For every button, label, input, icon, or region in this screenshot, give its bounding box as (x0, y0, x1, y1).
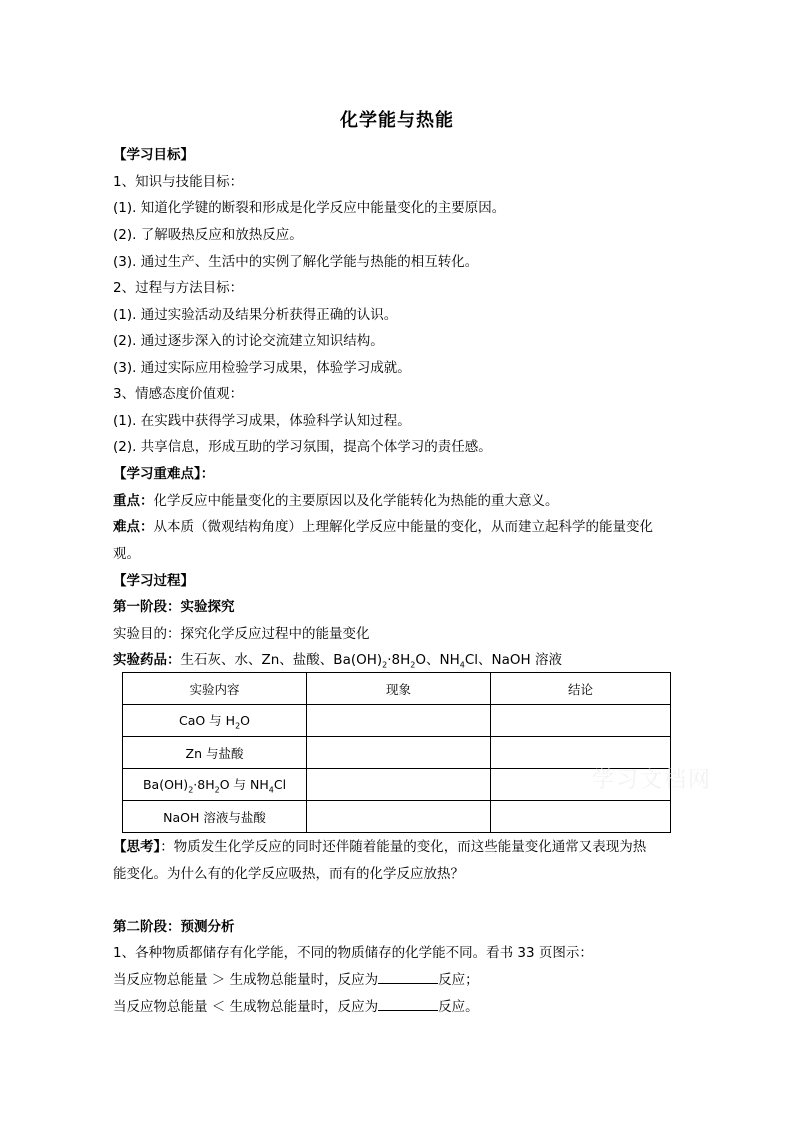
key-point (113, 492, 559, 510)
process-item: (2). 通过逐步深入的讨论交流建立知识结构。 (113, 333, 384, 349)
hard-text: 从本质（微观结构角度）上理解化学反应中能量的变化，从而建立起科学的能量变化 (153, 519, 653, 535)
table-row (123, 769, 671, 801)
table-row (123, 801, 671, 833)
emotion-item: (2). 共享信息，形成互助的学习氛围，提高个体学习的责任感。 (113, 439, 492, 455)
emotion-title: 3、情感态度价值观： (113, 386, 244, 402)
table-cell: $Ba(OH)_2\cdot 8H_2O$ 与 $NH_4Cl$ (123, 769, 307, 801)
stage2-line (113, 971, 479, 989)
stage2-text: 反应。 (438, 999, 479, 1015)
subscript: 2 (410, 660, 416, 670)
knowledge-title: 1、知识与技能目标： (113, 174, 244, 190)
table-header: 现象 (307, 673, 491, 705)
table-cell (491, 801, 671, 833)
think-text: ：物质发生化学反应的同时还伴随着能量的变化，而这些能量变化通常又表现为热 (160, 839, 647, 855)
process-header: 【学习过程】 (113, 573, 194, 589)
stage1-title: 第一阶段：实验探究 (113, 599, 235, 615)
table-row (123, 705, 671, 737)
reagents-text: 生石灰、水、Zn、盐酸、Ba(OH) (180, 652, 383, 668)
reagents-text: ·8H (387, 652, 411, 668)
reagents-label: 实验药品： (113, 652, 181, 668)
think-paragraph (113, 838, 646, 856)
emotion-item: (1). 在实践中获得学习成果，体验科学认知过程。 (113, 413, 411, 429)
knowledge-item: (2). 了解吸热反应和放热反应。 (113, 227, 303, 243)
hard-label: 难点： (113, 519, 154, 535)
table-cell: NaOH 溶液与盐酸 (123, 801, 307, 833)
stage2-text: 当反应物总能量 ＜ 生成物总能量时，反应为 (113, 999, 379, 1015)
stage2-line: 1、各种物质都储存有化学能，不同的物质储存的化学能不同。看书 33 页图示： (113, 945, 593, 961)
stage2-text: 当反应物总能量 ＞ 生成物总能量时，反应为 (113, 972, 379, 988)
experiment-table (122, 672, 671, 833)
answer-blank[interactable] (378, 971, 438, 984)
think-text-cont: 能变化。为什么有的化学反应吸热，而有的化学反应放热？ (113, 866, 464, 882)
table-cell (307, 769, 491, 801)
table-header: 结论 (491, 673, 671, 705)
table-cell: Zn 与盐酸 (123, 737, 307, 769)
process-title: 2、过程与方法目标： (113, 280, 244, 296)
table-cell (307, 705, 491, 737)
reagents-text: O、NH (415, 652, 460, 668)
experiment-purpose: 实验目的：探究化学反应过程中的能量变化 (113, 626, 370, 642)
process-item: (1). 通过实验活动及结果分析获得正确的认识。 (113, 307, 398, 323)
subscript: 2 (382, 660, 388, 670)
page-title: 化学能与热能 (340, 110, 454, 131)
stage2-text: 反应； (438, 972, 479, 988)
table-header-row (123, 673, 671, 705)
stage2-title: 第二阶段：预测分析 (113, 919, 235, 935)
hard-text-cont: 观。 (113, 546, 140, 562)
difficulty-header: 【学习重难点】： (113, 466, 215, 482)
think-label: 【思考】 (113, 839, 161, 855)
watermark: 学习文档网 (592, 768, 713, 793)
answer-blank[interactable] (378, 998, 438, 1011)
process-item: (3). 通过实际应用检验学习成果，体验学习成就。 (113, 360, 411, 376)
table-header: 实验内容 (123, 673, 307, 705)
key-text: 化学反应中能量变化的主要原因以及化学能转化为热能的重大意义。 (153, 493, 559, 509)
subscript: 4 (459, 660, 465, 670)
table-cell (491, 705, 671, 737)
table-cell: CaO 与 $H_2O$ (123, 705, 307, 737)
hard-point (113, 518, 653, 536)
objectives-header: 【学习目标】 (113, 147, 194, 163)
table-row (123, 737, 671, 769)
stage2-line (113, 998, 479, 1016)
knowledge-item: (3). 通过生产、生活中的实例了解化学能与热能的相互转化。 (113, 254, 479, 270)
table-cell (307, 737, 491, 769)
key-label: 重点： (113, 493, 154, 509)
reagents-text: Cl、NaOH 溶液 (464, 652, 562, 668)
table-cell (307, 801, 491, 833)
knowledge-item: (1). 知道化学键的断裂和形成是化学反应中能量变化的主要原因。 (113, 200, 506, 216)
